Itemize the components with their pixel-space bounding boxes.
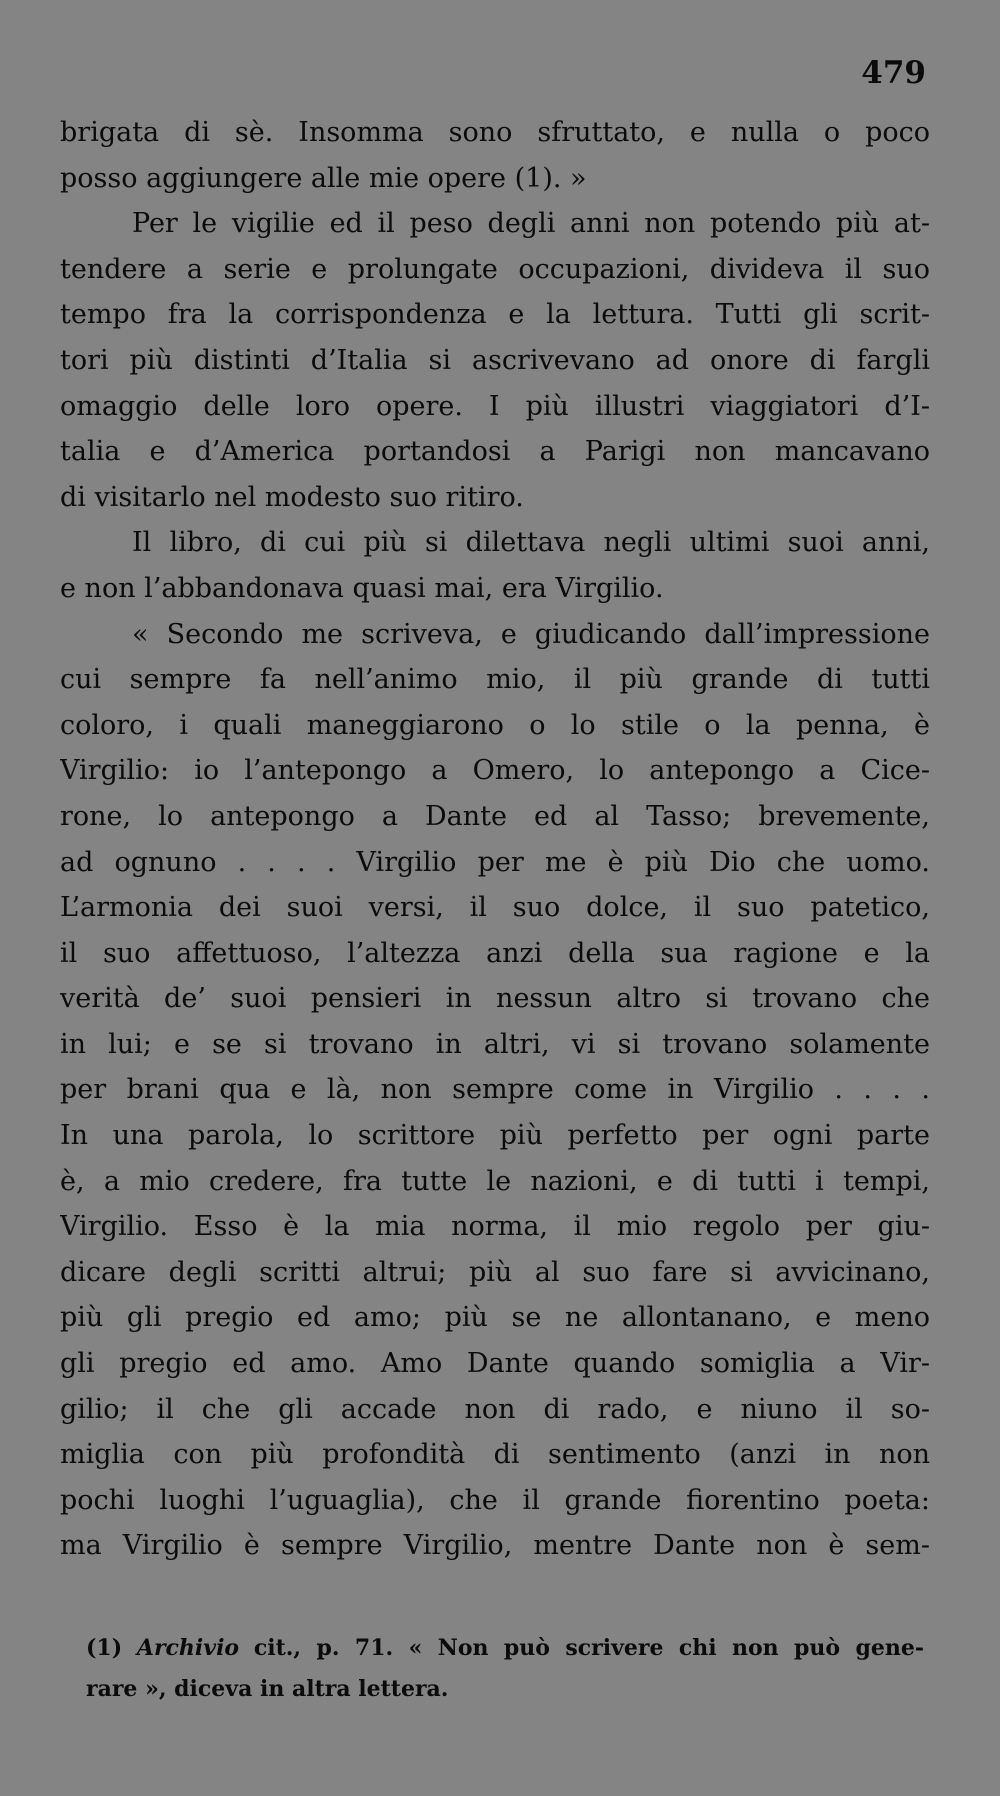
footnote-line: rare », diceva in altra lettera. (86, 1676, 449, 1702)
text-line: di visitarlo nel modesto suo ritiro. (60, 481, 524, 513)
text-line: In una parola, lo scrittore più perfetto per ogni parte (60, 1120, 930, 1152)
text-line: omaggio delle loro opere. I più illustri viaggiatori d’I- (60, 390, 930, 422)
text-line: Virgilio. Esso è la mia norma, il mio regolo per giu- (60, 1211, 930, 1243)
text-line: per brani qua e là, non sempre come in Virgilio . . . . (60, 1074, 930, 1106)
text-line: talia e d’America portandosi a Parigi non mancavano (60, 436, 930, 468)
footnote-marker: (1) (86, 1635, 123, 1661)
text-line: ma Virgilio è sempre Virgilio, mentre Dante non è sem- (60, 1530, 930, 1562)
footnote-source: Archivio (136, 1635, 240, 1661)
text-line: Virgilio: io l’antepongo a Omero, lo antepongo a Cice- (60, 755, 930, 787)
text-line: Il libro, di cui più si dilettava negli ultimi suoi anni, (132, 527, 930, 559)
text-line: cui sempre fa nell’animo mio, il più grande di tutti (60, 664, 930, 696)
page-number: 479 (861, 55, 926, 91)
text-line: dicare degli scritti altrui; più al suo fare si avvicinano, (60, 1256, 930, 1288)
text-line: è, a mio credere, fra tutte le nazioni, e di tutti i tempi, (60, 1165, 930, 1197)
text-line: il suo affettuoso, l’altezza anzi della sua ragione e la (60, 937, 930, 969)
text-line: gilio; il che gli accade non di rado, e niuno il so- (60, 1393, 930, 1425)
text-line: pochi luoghi l’uguaglia), che il grande fiorentino poeta: (60, 1484, 930, 1516)
footnote-text: cit., p. 71. « Non può scrivere chi non può gene- (253, 1635, 924, 1661)
text-line: più gli pregio ed amo; più se ne allontanano, e meno (60, 1302, 930, 1334)
text-line: tori più distinti d’Italia si ascrivevano ad onore di fargli (60, 344, 930, 376)
text-line: L’armonia dei suoi versi, il suo dolce, il suo patetico, (60, 892, 930, 924)
text-line: verità de’ suoi pensieri in nessun altro si trovano che (60, 983, 930, 1015)
text-line: coloro, i quali maneggiarono o lo stile o la penna, è (60, 709, 930, 741)
body-text (60, 110, 930, 1569)
footnote (86, 1628, 924, 1710)
text-line: tempo fra la corrispondenza e la lettura. Tutti gli scrit- (60, 299, 930, 331)
text-line: Per le vigilie ed il peso degli anni non potendo più at- (132, 208, 930, 240)
text-line: ad ognuno . . . . Virgilio per me è più Dio che uomo. (60, 846, 930, 878)
text-line: miglia con più profondità di sentimento (anzi in non (60, 1439, 930, 1471)
text-line: in lui; e se si trovano in altri, vi si trovano solamente (60, 1028, 930, 1060)
footnote-line (86, 1628, 924, 1669)
text-line: brigata di sè. Insomma sono sfruttato, e nulla o poco (60, 117, 930, 148)
text-line: « Secondo me scriveva, e giudicando dall’impressione (132, 618, 930, 650)
text-line: rone, lo antepongo a Dante ed al Tasso; brevemente, (60, 800, 930, 832)
text-line: e non l’abbandonava quasi mai, era Virgilio. (60, 572, 664, 604)
text-line: posso aggiungere alle mie opere (1). » (60, 162, 587, 194)
text-line: gli pregio ed amo. Amo Dante quando somiglia a Vir- (60, 1348, 930, 1380)
text-line: tendere a serie e prolungate occupazioni, divideva il suo (60, 253, 930, 285)
